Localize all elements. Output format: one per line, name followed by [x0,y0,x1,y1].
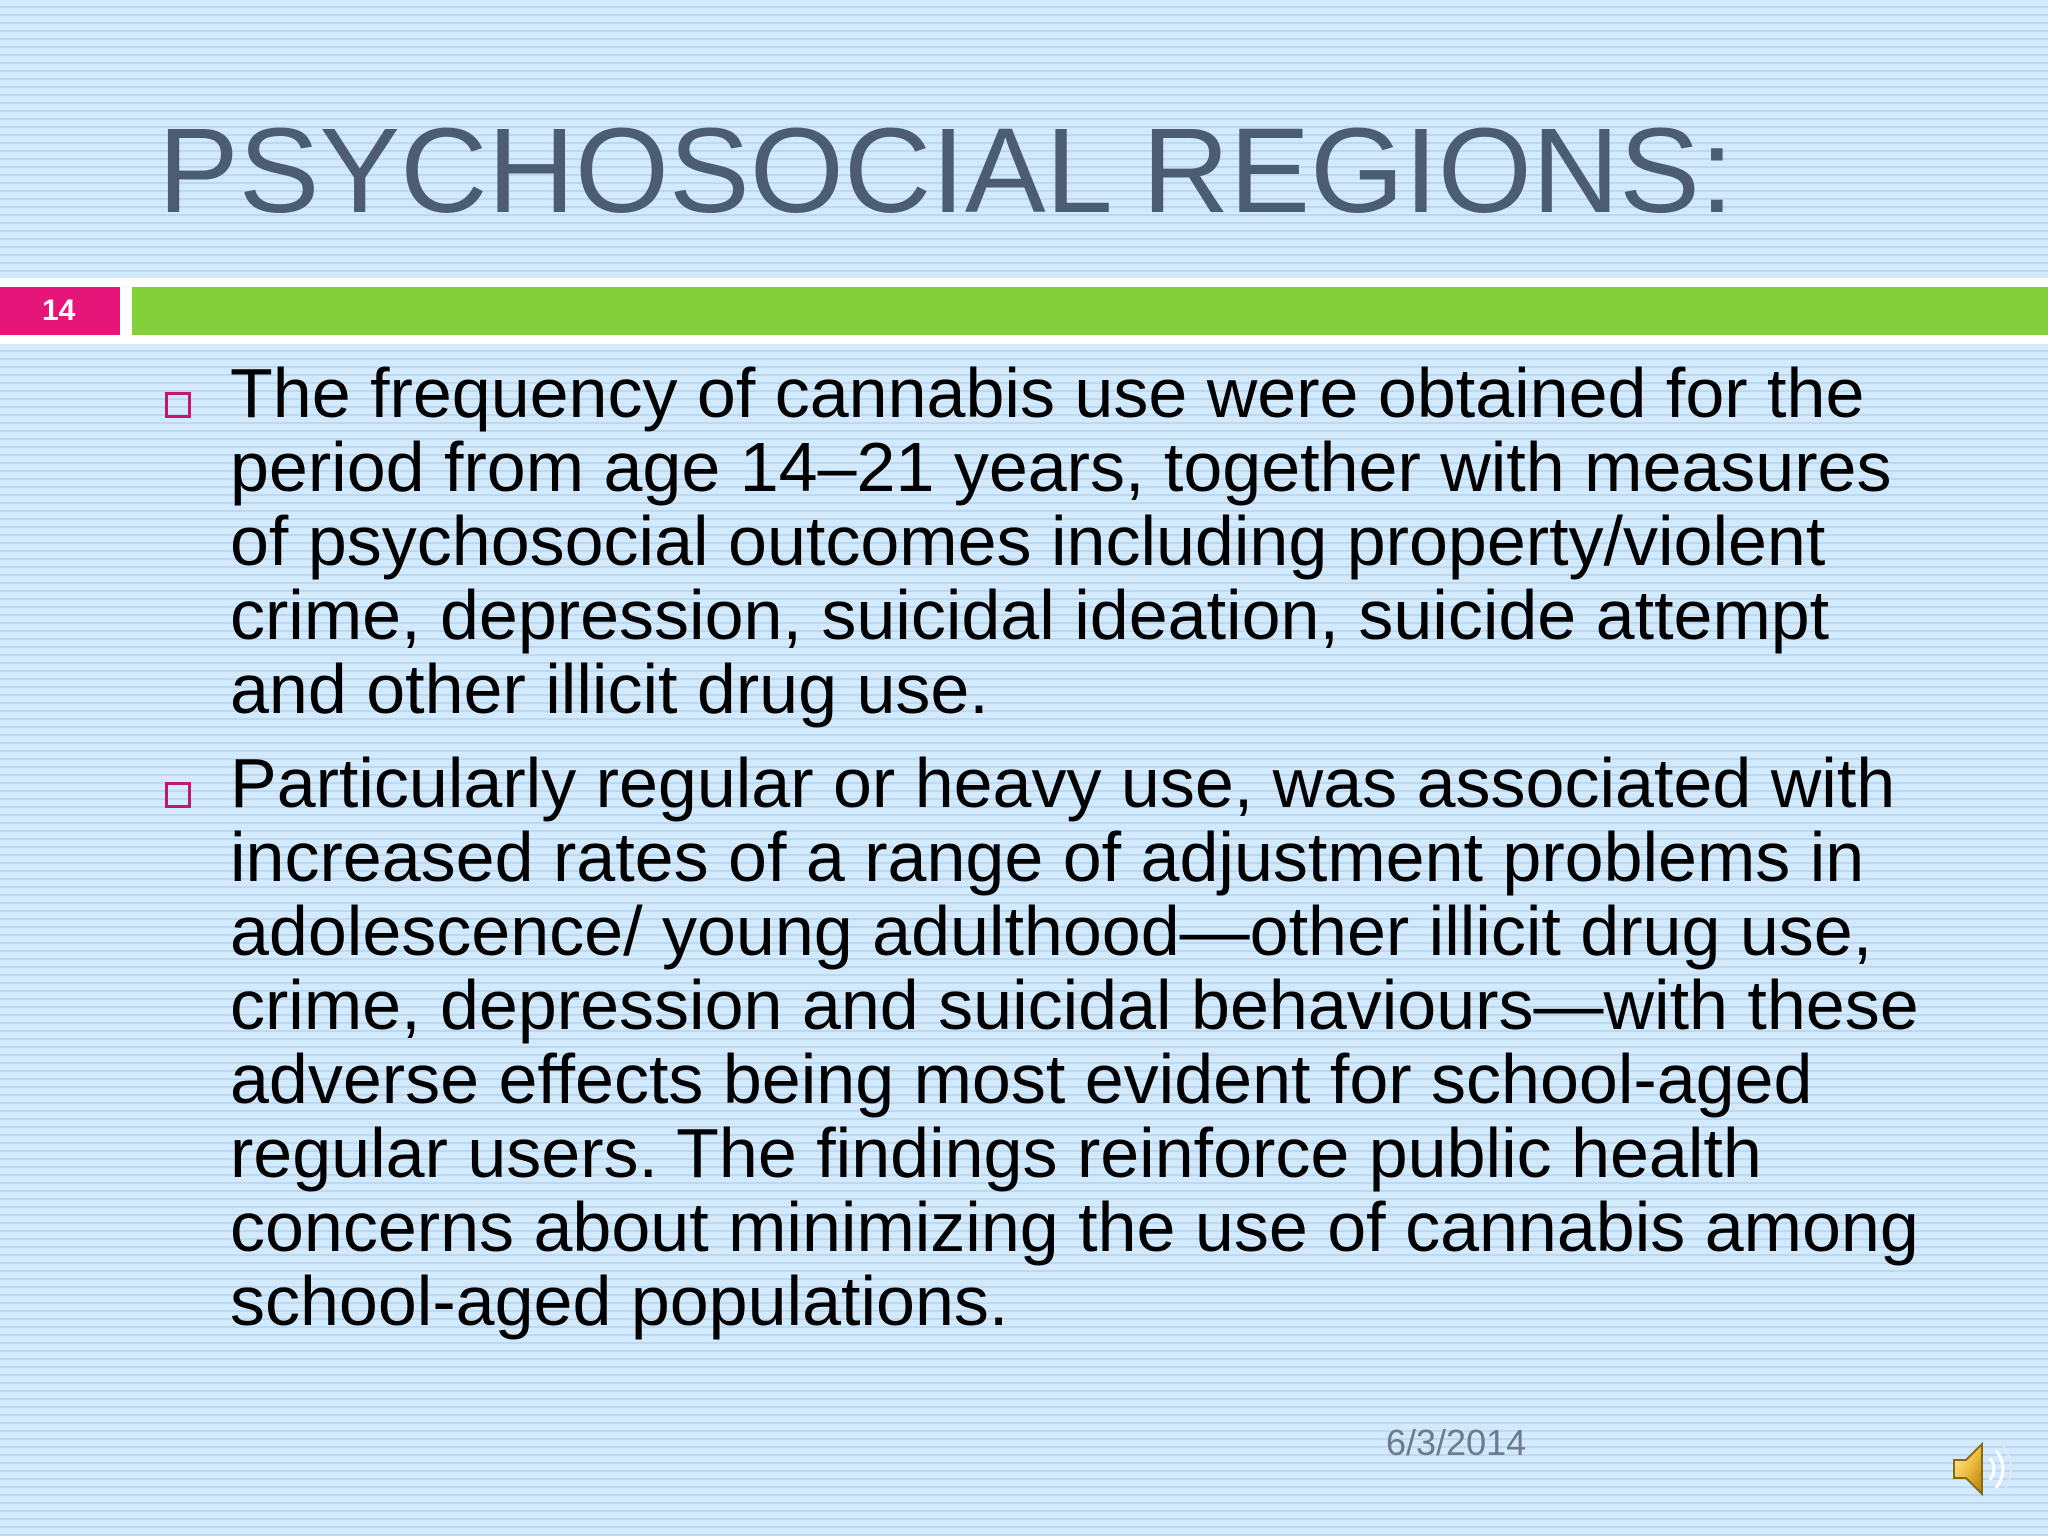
divider-bar [132,287,2048,335]
square-bullet-icon [165,392,191,418]
slide-title: PSYCHOSOCIAL REGIONS: [158,102,1734,238]
bullet-item [230,746,1950,1338]
speaker-icon[interactable] [1946,1434,2016,1504]
slide-number: 14 [0,287,120,335]
bullet-text: The frequency of cannabis use were obtained for the period from age 14–21 years, together with measures of psychosocial outcomes including property/violent crime, depression, suicidal ideation, suicide attempt and other illicit drug use. [230,354,1892,728]
bullet-item [230,356,1950,726]
slide-date: 6/3/2014 [1386,1422,1527,1463]
slide-body [0,356,2048,1338]
square-bullet-icon [165,782,191,808]
bullet-text: Particularly regular or heavy use, was associated with increased rates of a range of adjustment problems in adolescence/ young adulthood—other illicit drug use, crime, depression and suicidal behaviours—with these adverse effects being most evident for school-aged regular users. The findings reinforce public health concerns about minimizing the use of cannabis among school-aged populations. [230,744,1919,1340]
